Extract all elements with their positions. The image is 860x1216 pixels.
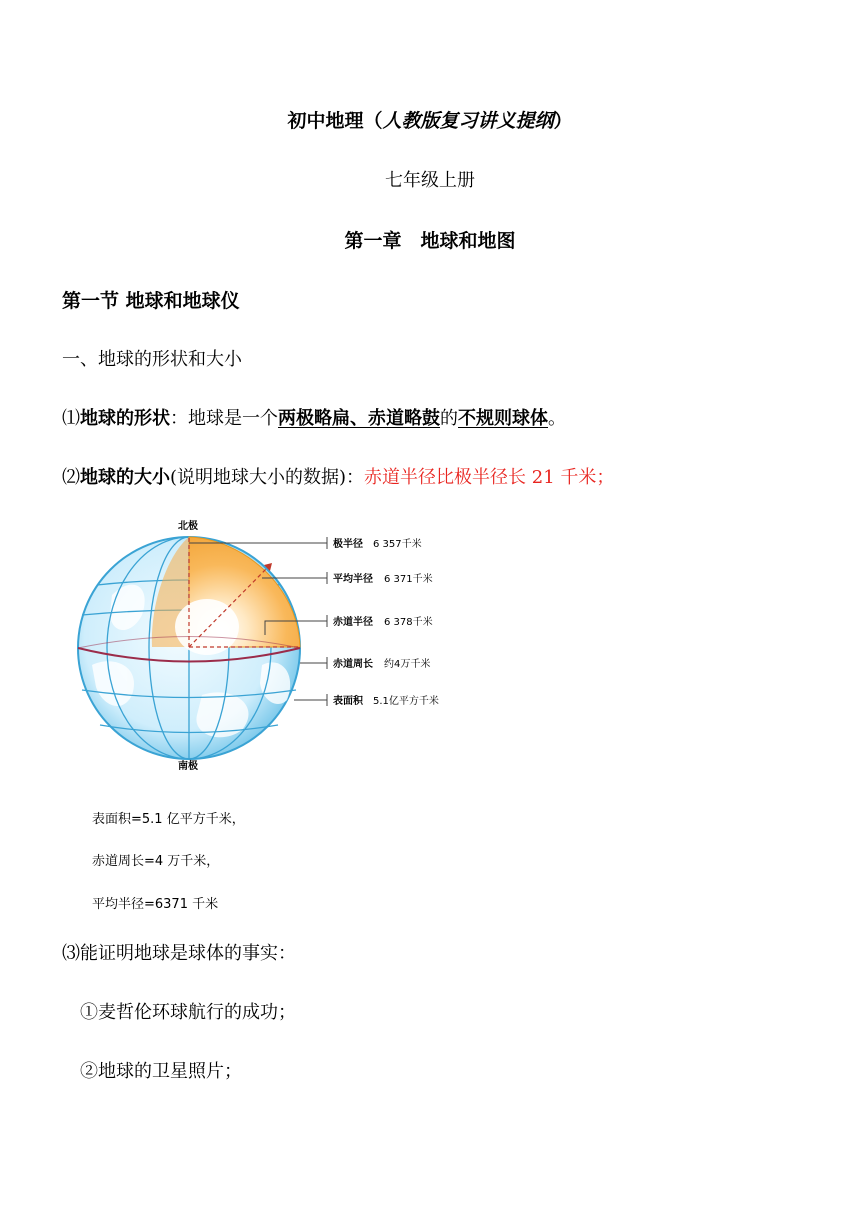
item-text: 。 — [548, 408, 566, 429]
title-close: ） — [553, 110, 573, 132]
item-label: 地球的大小 — [80, 467, 170, 488]
label-value: 6 371千米 — [384, 574, 433, 585]
grade-subtitle: 七年级上册 — [385, 170, 475, 191]
title-italic: 人教版复习讲义提纲 — [382, 110, 554, 132]
evidence-item: ①麦哲伦环球航行的成功； — [80, 1002, 296, 1023]
earth-size-figure — [72, 515, 472, 775]
item-text: (说明地球大小的数据)： — [170, 467, 365, 488]
label-key: 平均半径 — [333, 574, 373, 585]
underlined-keyword: 两极略扁、赤道略鼓 — [278, 408, 440, 429]
item-shape — [62, 404, 566, 430]
label-value: 6 378千米 — [384, 617, 433, 628]
label-key: 极半径 — [333, 539, 363, 550]
item-label: 地球的形状 — [80, 408, 170, 429]
document-title — [0, 106, 860, 133]
item-text: 的 — [440, 408, 458, 429]
label-value: 6 357千米 — [373, 539, 422, 550]
item-text: ：地球是一个 — [170, 408, 278, 429]
label-key: 表面积 — [333, 696, 363, 707]
item-number: ⑵ — [62, 467, 80, 488]
section-heading: 第一节 地球和地球仪 — [62, 290, 240, 312]
label-key: 赤道半径 — [333, 617, 373, 628]
label-value: 5.1亿平方千米 — [373, 696, 439, 707]
highlighted-fact: 赤道半径比极半径长 21 千米； — [364, 467, 615, 488]
subsection-heading: 一、地球的形状和大小 — [62, 349, 242, 370]
title-main: 初中地理（ — [287, 110, 383, 132]
fact-area: 表面积=5.1 亿平方千米， — [92, 812, 245, 827]
evidence-item: ②地球的卫星照片； — [80, 1061, 242, 1082]
label-key: 赤道周长 — [333, 659, 373, 670]
item-number: ⑴ — [62, 408, 80, 429]
fact-radius: 平均半径=6371 千米 — [92, 897, 219, 912]
fact-circumference: 赤道周长=4 万千米， — [92, 854, 220, 869]
chapter-heading: 第一章 地球和地图 — [344, 230, 516, 252]
label-value: 约4万千米 — [384, 659, 431, 670]
north-pole-label: 北极 — [178, 521, 198, 532]
item-evidence: ⑶能证明地球是球体的事实： — [62, 943, 296, 964]
south-pole-label: 南极 — [178, 761, 198, 772]
figure-labels — [332, 537, 439, 707]
underlined-keyword: 不规则球体 — [458, 408, 548, 429]
item-size — [62, 463, 614, 489]
